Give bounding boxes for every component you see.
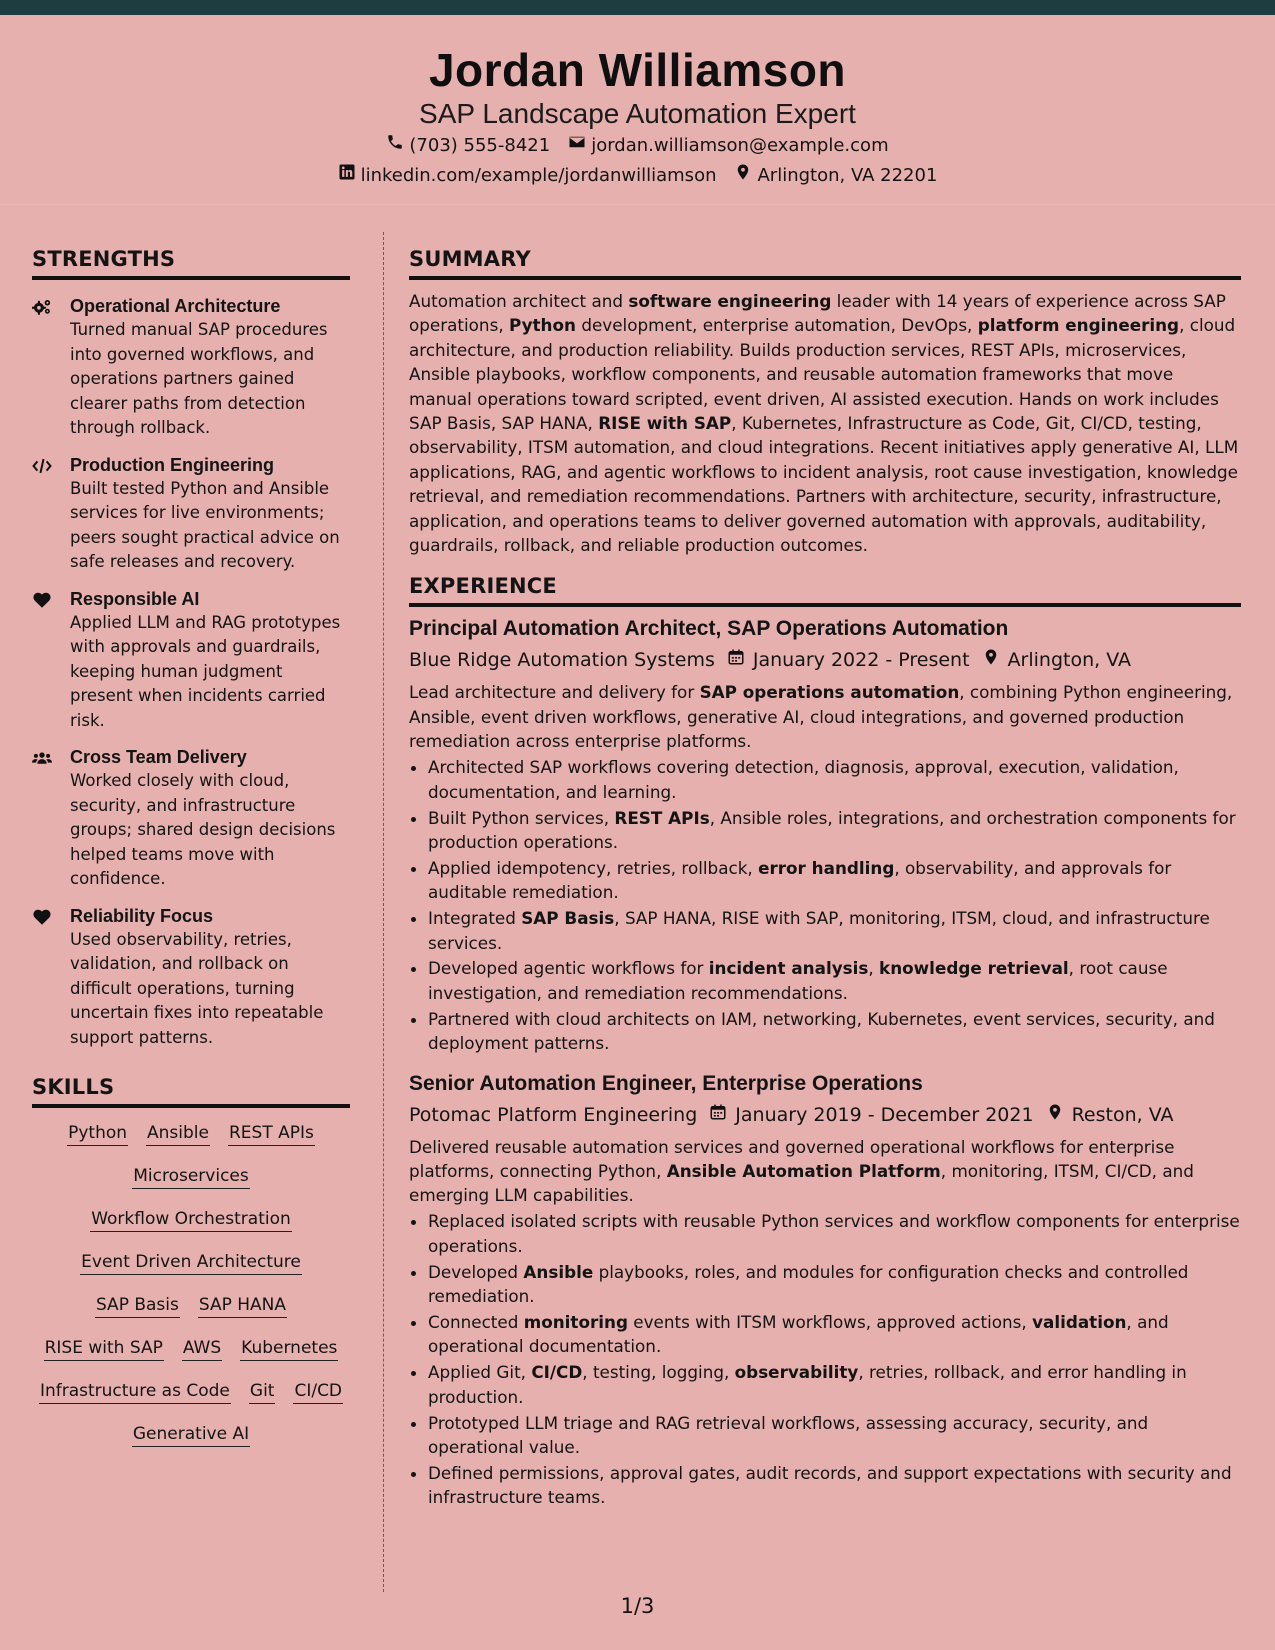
strength-description: Applied LLM and RAG prototypes with approvals and guardrails, keeping human judgment present when incidents carried risk. <box>70 612 341 730</box>
job-bullet <box>428 856 1241 905</box>
text-run: , combining Python engineering, Ansible, event driven workflows, generative AI, cloud integrations, and governed production remediation across enterprise platforms. <box>409 682 1233 752</box>
bold-text: platform engineering <box>977 315 1180 336</box>
skill-tag: RISE with SAP <box>44 1337 164 1361</box>
top-bar <box>0 0 1275 15</box>
text-run: Integrated <box>428 908 522 929</box>
skill-tag: Microservices <box>132 1165 250 1189</box>
text-run: development, enterprise automation, DevOps, <box>575 315 978 336</box>
summary-text <box>409 289 1241 557</box>
right-column <box>409 245 1241 1510</box>
text-run: Developed <box>428 1261 524 1282</box>
location-contact <box>734 161 937 191</box>
job-bullet <box>428 755 1241 804</box>
strength-description: Turned manual SAP procedures into governed workflows, and operations partners gained clearer paths from detection through rollback. <box>70 320 328 437</box>
skill-tag: REST APIs <box>228 1122 315 1146</box>
text-run: Applied Git, <box>428 1362 532 1383</box>
job-dates-text: January 2019 - December 2021 <box>735 1103 1034 1126</box>
skill-tag: SAP Basis <box>95 1294 180 1318</box>
job-bullet <box>428 1260 1241 1309</box>
calendar-icon <box>727 646 745 674</box>
candidate-name: Jordan Williamson <box>428 44 847 96</box>
job-bullet <box>428 1411 1241 1460</box>
job-bullet <box>428 1209 1241 1258</box>
job-location-text: Arlington, VA <box>1007 649 1131 672</box>
strength-body <box>70 294 350 441</box>
strengths-heading: STRENGTHS <box>32 245 350 280</box>
skill-row <box>32 1337 350 1361</box>
bold-text: error handling <box>758 857 895 878</box>
linkedin-icon <box>338 161 356 191</box>
map-pin-icon <box>982 646 1000 674</box>
job-entry <box>409 1070 1241 1510</box>
bold-text: Python <box>508 315 576 336</box>
company-name: Potomac Platform Engineering <box>409 1103 698 1126</box>
job-dates-text: January 2022 - Present <box>752 649 970 672</box>
phone-contact <box>386 131 550 161</box>
job-entry <box>409 615 1241 1055</box>
phone-text: (703) 555-8421 <box>409 135 551 156</box>
text-run: Architected SAP workflows covering detection, diagnosis, approval, execution, validation, documentation, and learning. <box>428 757 1179 802</box>
bold-text: knowledge retrieval <box>879 958 1069 979</box>
bold-text: Ansible <box>523 1261 594 1282</box>
resume-header <box>0 15 1275 205</box>
text-run: Partnered with cloud architects on IAM, networking, Kubernetes, event services, security, and deployment patterns. <box>428 1008 1215 1054</box>
text-run: playbooks, roles, and modules for configuration checks and controlled remediation. <box>428 1261 1189 1306</box>
job-title: Principal Automation Architect, SAP Operations Automation <box>409 617 1009 641</box>
bold-text: RISE with SAP <box>598 413 732 434</box>
job-location <box>1046 1101 1174 1129</box>
skill-tag: SAP HANA <box>198 1294 287 1318</box>
skill-row <box>32 1165 350 1189</box>
text-run: Prototyped LLM triage and RAG retrieval workflows, assessing accuracy, security, and operational value. <box>428 1412 1149 1457</box>
text-run: events with ITSM workflows, approved actions, <box>627 1311 1033 1332</box>
job-bullet <box>428 1007 1241 1056</box>
left-column <box>32 245 350 1466</box>
strength-item <box>32 294 350 441</box>
job-bullets <box>409 1209 1241 1509</box>
skill-row <box>32 1380 350 1404</box>
text-run: Developed agentic workflows for <box>428 958 709 979</box>
contact-row-1 <box>0 131 1275 161</box>
phone-icon <box>386 131 404 161</box>
text-run: , monitoring, ITSM, CI/CD, and emerging LLM capabilities. <box>409 1160 1194 1206</box>
job-bullet <box>428 1310 1241 1359</box>
summary-heading: SUMMARY <box>409 245 1241 280</box>
strength-name: Cross Team Delivery <box>70 747 247 767</box>
map-pin-icon <box>734 161 752 191</box>
job-bullet <box>428 1360 1241 1409</box>
email-contact[interactable] <box>568 131 888 161</box>
strength-name: Production Engineering <box>70 454 275 475</box>
strength-item <box>32 587 350 734</box>
text-run: , <box>868 958 880 979</box>
envelope-icon <box>568 131 586 161</box>
skill-tag: AWS <box>182 1337 222 1361</box>
bold-text: Ansible Automation Platform <box>666 1160 941 1181</box>
skill-tag: Workflow Orchestration <box>90 1208 292 1232</box>
skill-row <box>32 1294 350 1318</box>
skill-tag: Ansible <box>146 1122 210 1146</box>
strength-body <box>70 453 350 575</box>
text-run: , and operational documentation. <box>428 1311 1169 1357</box>
skill-tag: Python <box>67 1122 128 1146</box>
text-run: , retries, rollback, and error handling in production. <box>428 1362 1187 1407</box>
skill-tag: CI/CD <box>293 1380 343 1404</box>
skill-tag: Generative AI <box>132 1423 250 1447</box>
users-icon <box>32 745 56 769</box>
text-run: Defined permissions, approval gates, audit records, and support expectations with security and infrastructure teams. <box>428 1462 1232 1508</box>
text-run: , Ansible roles, integrations, and orchestration components for production operations. <box>428 807 1236 852</box>
job-title: Senior Automation Engineer, Enterprise Operations <box>409 1071 923 1095</box>
job-meta <box>409 646 1241 674</box>
job-dates <box>709 1101 1033 1129</box>
strength-item <box>32 745 350 892</box>
map-pin-icon <box>1046 1101 1064 1129</box>
strength-description: Used observability, retries, validation, and rollback on difficult operations, turning uncertain fixes into repeatable support patterns. <box>70 929 324 1047</box>
heart-icon <box>32 904 56 928</box>
text-run: Applied idempotency, retries, rollback, <box>428 857 759 878</box>
bold-text: SAP operations automation <box>699 682 960 703</box>
job-location-text: Reston, VA <box>1071 1103 1174 1126</box>
text-run: , SAP HANA, RISE with SAP, monitoring, ITSM, cloud, and infrastructure services. <box>428 908 1210 953</box>
experience-heading: EXPERIENCE <box>409 572 1241 607</box>
strength-body <box>70 745 350 892</box>
text-run: , cloud architecture, and production reliability. Builds production services, REST APIs, microservices, Ansible playbooks, workflow components, and reusable automation frameworks that move manual operations toward scripted, event driven, AI assisted execution. Hands on work includes SAP Basis, SAP HANA, <box>409 315 1236 434</box>
strength-description: Built tested Python and Ansible services for live environments; peers sought practical advice on safe releases and recovery. <box>70 478 340 571</box>
job-dates <box>727 646 970 674</box>
skills-heading: SKILLS <box>32 1073 350 1108</box>
gears-icon <box>32 294 56 318</box>
bold-text: incident analysis <box>708 958 869 979</box>
job-location <box>982 646 1131 674</box>
text-run: , testing, logging, <box>582 1362 735 1383</box>
bold-text: REST APIs <box>614 807 710 828</box>
column-divider <box>383 232 384 1592</box>
bold-text: CI/CD <box>531 1362 583 1383</box>
text-run: Automation architect and <box>409 291 629 311</box>
strength-name: Operational Architecture <box>70 296 281 316</box>
candidate-title: SAP Landscape Automation Expert <box>419 98 856 129</box>
job-bullets <box>409 755 1241 1055</box>
job-bullet <box>428 956 1241 1005</box>
strength-name: Responsible AI <box>70 588 200 609</box>
skill-tag: Event Driven Architecture <box>80 1251 302 1275</box>
text-run: Delivered reusable automation services and governed operational workflows for enterprise platforms, connecting Python, <box>409 1136 1175 1181</box>
skill-row <box>32 1251 350 1275</box>
skill-tag: Git <box>249 1380 276 1404</box>
text-run: Lead architecture and delivery for <box>409 682 700 703</box>
linkedin-contact[interactable] <box>338 161 717 191</box>
text-run: , observability, and approvals for auditable remediation. <box>428 857 1172 903</box>
location-text: Arlington, VA 22201 <box>757 165 938 186</box>
calendar-icon <box>709 1101 727 1129</box>
bold-text: validation <box>1032 1311 1127 1332</box>
experience-list <box>409 615 1241 1509</box>
strength-body <box>70 904 350 1051</box>
bold-text: software engineering <box>628 291 832 311</box>
job-bullet <box>428 806 1241 855</box>
text-run: Built Python services, <box>428 807 615 828</box>
job-bullet <box>428 906 1241 955</box>
skill-row <box>32 1208 350 1232</box>
text-run: Connected <box>428 1311 524 1332</box>
contact-row-2 <box>0 161 1275 191</box>
skill-tag: Infrastructure as Code <box>39 1380 231 1404</box>
job-description <box>409 680 1241 753</box>
company-name: Blue Ridge Automation Systems <box>409 649 715 672</box>
text-run: leader with 14 years of experience across SAP operations, <box>409 291 1226 336</box>
code-icon <box>32 453 56 477</box>
heart-icon <box>32 587 56 611</box>
job-description <box>409 1135 1241 1208</box>
strength-body <box>70 587 350 734</box>
bold-text: SAP Basis <box>521 908 615 929</box>
text-run: , Kubernetes, Infrastructure as Code, Git, CI/CD, testing, observability, ITSM automation, and cloud integrations. Recent initiatives apply generative AI, LLM applications, RAG, and agentic workflows to incident analysis, root cause investigation, knowledge retrieval, and remediation recommendations. Partners with architecture, security, infrastructure, application, and operations teams to deliver governed automation with approvals, auditability, guardrails, rollback, and reliable production outcomes. <box>409 413 1239 556</box>
page-number: 1/3 <box>620 1594 655 1618</box>
text-run: , root cause investigation, and remediation recommendations. <box>428 958 1168 1003</box>
strengths-list <box>32 294 350 1050</box>
text-run: Replaced isolated scripts with reusable Python services and workflow components for enterprise operations. <box>428 1211 1240 1256</box>
bold-text: monitoring <box>523 1311 628 1332</box>
strength-item <box>32 904 350 1051</box>
skills-list <box>32 1122 350 1447</box>
strength-item <box>32 453 350 575</box>
strength-name: Reliability Focus <box>70 905 214 926</box>
skill-row <box>32 1423 350 1447</box>
linkedin-link[interactable]: linkedin.com/example/jordanwilliamson <box>360 165 717 186</box>
strength-description: Worked closely with cloud, security, and infrastructure groups; shared design decisions helped teams move with confidence. <box>70 771 336 888</box>
bold-text: observability <box>734 1362 859 1383</box>
job-bullet <box>428 1461 1241 1510</box>
skill-row <box>32 1122 350 1146</box>
skill-tag: Kubernetes <box>240 1337 338 1361</box>
job-meta <box>409 1101 1241 1129</box>
email-link[interactable]: jordan.williamson@example.com <box>591 135 889 156</box>
